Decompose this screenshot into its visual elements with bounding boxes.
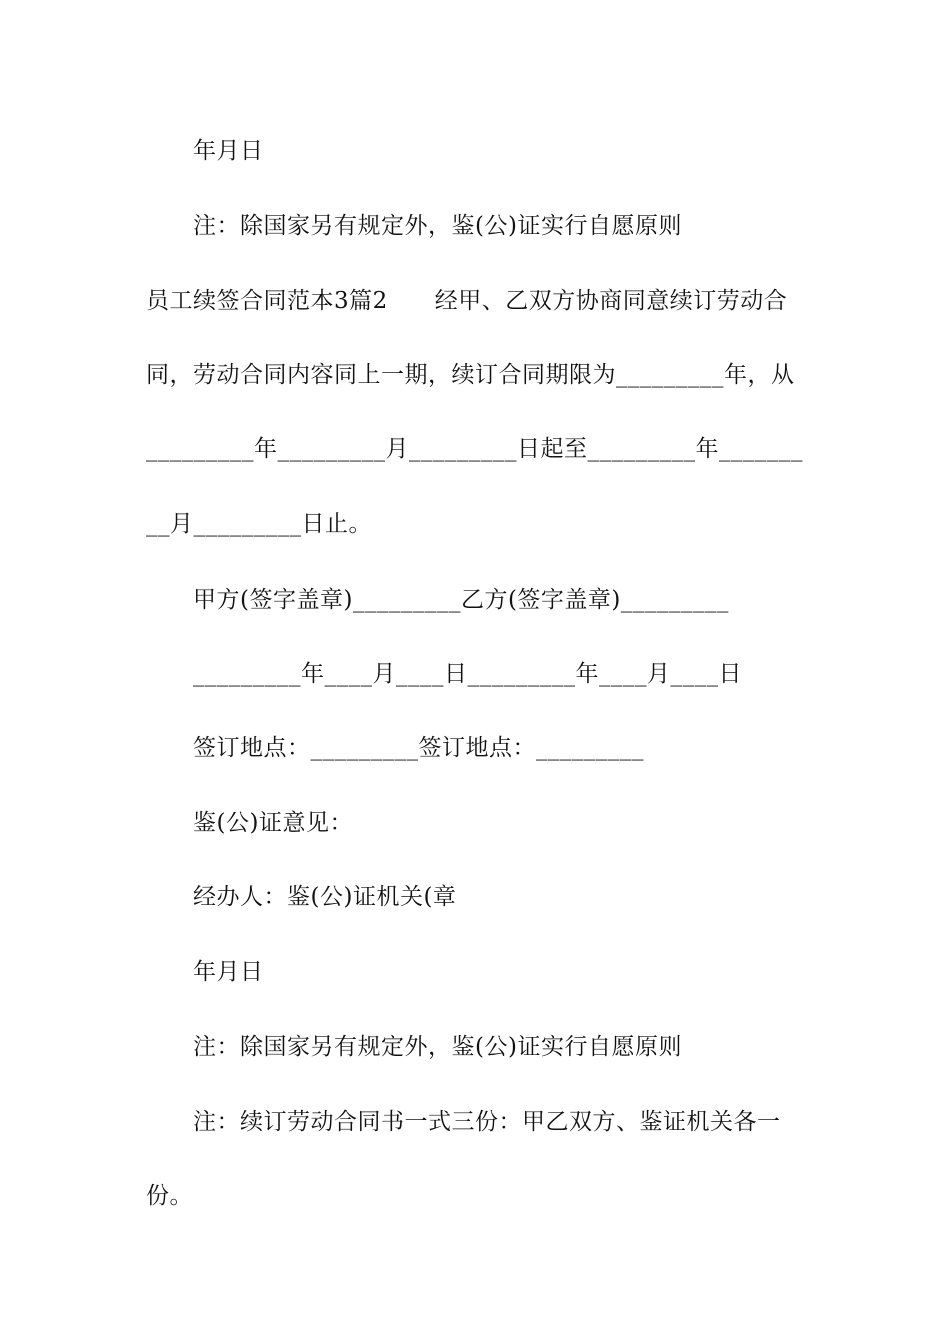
paragraph-line: __月_________日止。 xyxy=(146,511,372,537)
date-line: 年月日 xyxy=(193,138,264,164)
copies-note-continuation: 份。 xyxy=(146,1183,193,1209)
handler-line: 经办人：鉴(公)证机关(章 xyxy=(193,884,457,910)
paragraph-line: 同，劳动合同内容同上一期，续订合同期限为_________年，从 xyxy=(146,362,795,388)
signature-line: 甲方(签字盖章)_________乙方(签字盖章)_________ xyxy=(193,587,729,613)
paragraph-line: _________年_________月_________日起至_________年_______ xyxy=(146,436,803,462)
copies-note-line: 注：续订劳动合同书一式三份：甲乙双方、鉴证机关各一 xyxy=(193,1109,781,1135)
signature-date-line: _________年____月____日_________年____月____日 xyxy=(193,661,742,687)
date-line: 年月日 xyxy=(193,959,264,985)
notary-opinion-line: 鉴(公)证意见： xyxy=(193,810,353,836)
section-heading-paragraph: 员工续签合同范本3篇2 经甲、乙双方协商同意续订劳动合 xyxy=(146,288,788,314)
note-line: 注：除国家另有规定外，鉴(公)证实行自愿原则 xyxy=(193,1034,682,1060)
signing-place-line: 签订地点：_________签订地点：_________ xyxy=(193,735,644,761)
note-line: 注：除国家另有规定外，鉴(公)证实行自愿原则 xyxy=(193,213,682,239)
